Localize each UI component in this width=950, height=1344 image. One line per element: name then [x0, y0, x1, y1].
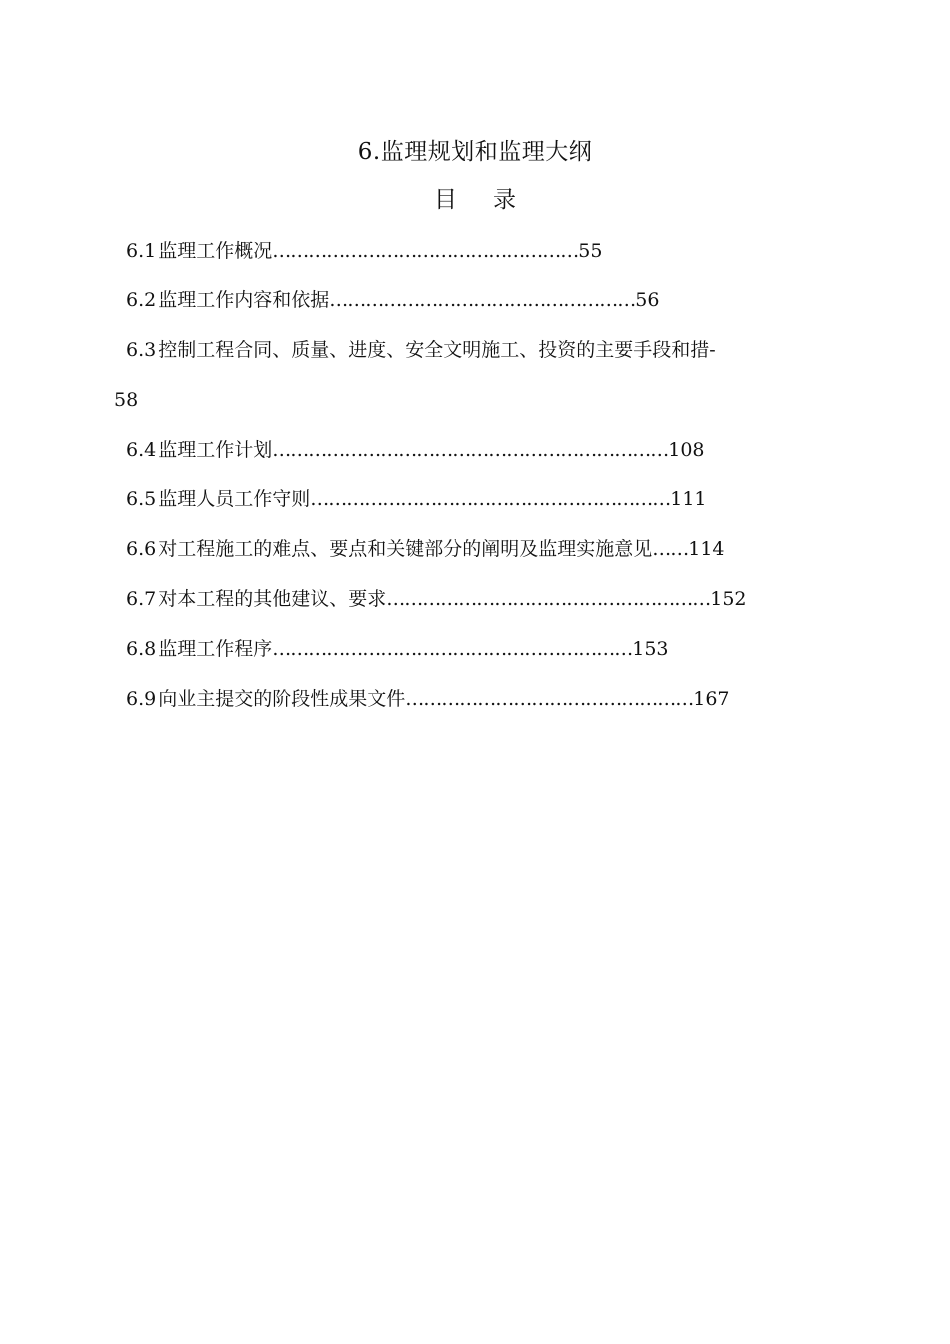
toc-entry-page: 55: [578, 240, 603, 262]
toc-entry-number: 6.8: [126, 638, 157, 660]
toc-entry-title: 监理工作计划: [158, 439, 273, 461]
toc-entry-leader: ……………………………………………………: [272, 638, 633, 660]
toc-entry[interactable]: [126, 437, 705, 463]
toc-entry-leader: ……………………………………………: [329, 289, 636, 311]
toc-entry-number: 6.1: [126, 240, 157, 262]
toc-entry[interactable]: [126, 536, 725, 562]
toc-entry[interactable]: [126, 586, 747, 612]
toc-entry-leader: ……………………………………………: [272, 240, 579, 262]
toc-entry-number: 6.9: [126, 688, 157, 710]
toc-entry-number: 6.6: [126, 538, 157, 560]
toc-entry-title: 监理人员工作守则: [158, 488, 311, 510]
toc-entry[interactable]: [126, 486, 707, 512]
toc-entry-title: 控制工程合同、质量、进度、安全文明施工、投资的主要手段和措-: [158, 339, 716, 361]
toc-entry-number: 6.3: [126, 339, 157, 361]
toc-entry-title: 对工程施工的难点、要点和关键部分的阐明及监理实施意见: [158, 538, 653, 560]
toc-entry-number: 6.4: [126, 439, 157, 461]
toc-entry[interactable]: [126, 238, 602, 264]
toc-entry-continuation[interactable]: [114, 387, 138, 413]
toc-heading: [0, 184, 950, 216]
toc-entry-number: 6.7: [126, 588, 157, 610]
toc-entry[interactable]: [126, 686, 730, 712]
toc-entry-title: 监理工作程序: [158, 638, 273, 660]
toc-entry-page: 153: [632, 638, 669, 660]
toc-entry[interactable]: [126, 636, 669, 662]
toc-entry-page: 56: [635, 289, 660, 311]
toc-entry-leader: …………………………………………: [405, 688, 694, 710]
toc-entry-page: 114: [688, 538, 725, 560]
toc-entry-page: 167: [693, 688, 730, 710]
toc-entry-page: 58: [114, 389, 139, 411]
toc-entry-leader: ……………………………………………………: [310, 488, 671, 510]
toc-entry-leader: …………………………………………………………: [272, 439, 669, 461]
toc-entry[interactable]: [126, 287, 659, 313]
toc-entry-title: 监理工作内容和依据: [158, 289, 330, 311]
toc-entry-title: 监理工作概况: [158, 240, 273, 262]
toc-entry-leader: ………………………………………………: [386, 588, 711, 610]
toc-heading-char-1: 目: [434, 187, 457, 213]
toc-entry-page: 111: [670, 488, 707, 510]
toc-entry[interactable]: [126, 337, 716, 363]
toc-entry-leader: ……: [652, 538, 689, 560]
toc-entry-title: 对本工程的其他建议、要求: [158, 588, 387, 610]
toc-entry-number: 6.5: [126, 488, 157, 510]
toc-heading-char-2: 录: [493, 187, 516, 213]
toc-entry-page: 108: [668, 439, 705, 461]
document-title: 6.监理规划和监理大纲: [357, 139, 593, 165]
toc-entry-number: 6.2: [126, 289, 157, 311]
toc-entry-title: 向业主提交的阶段性成果文件: [158, 688, 406, 710]
toc-entry-page: 152: [710, 588, 747, 610]
